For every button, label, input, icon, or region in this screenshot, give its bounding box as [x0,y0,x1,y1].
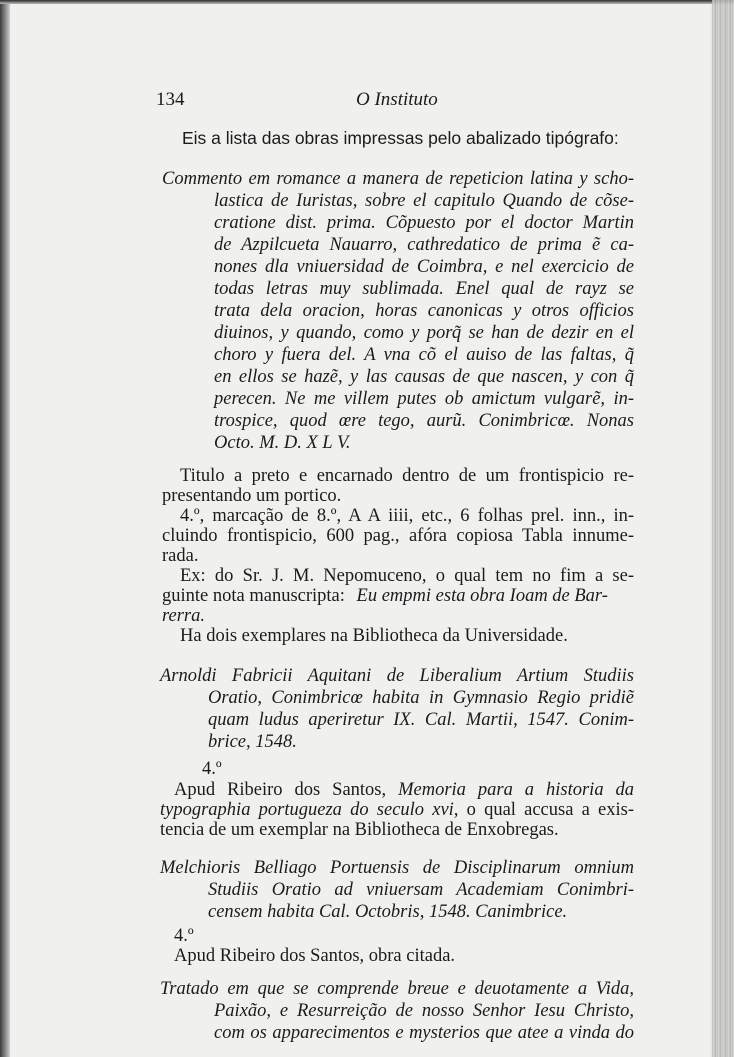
page-edge-stack [712,0,734,1057]
manuscript-note-quote: Eu empmi esta obra Ioam de Bar- [356,586,608,606]
desc-line: tencia de um exemplar na Bibliotheca de Enxobregas. [160,820,559,840]
title-line: censem habita Cal. Octobris, 1548. Canimbrice. [208,902,568,922]
cited-work-title: Memoria para a historia da [398,780,635,800]
desc-line: presentando um portico. [162,486,342,506]
title-line: perecen. Ne me villem putes ob amictum vulgarẽ, in- [214,389,634,409]
running-title: O Instituto [356,89,438,110]
book-page [10,4,710,1057]
format-label: 4.º [202,759,222,779]
desc-line: rerra. [162,606,205,626]
desc-line: 4.º, marcação de 8.º, A A iiii, etc., 6 folhas prel. inn., in- [180,506,634,526]
title-line: de Azpilcueta Nauarro, cathredatico de prima ẽ ca- [214,235,634,255]
title-line: Melchioris Belliago Portuensis de Disciplinarum omnium [160,858,634,878]
title-line: nones dla vniuersidad de Coimbra, e nel exercicio de [214,257,634,277]
desc-text: Apud Ribeiro dos Santos, [174,780,387,800]
title-line: quam ludus aperiretur IX. Cal. Martii, 1547. Conim- [208,710,634,730]
title-line: Studiis Oratio ad vniuersam Academiam Conimbri- [208,880,634,900]
title-line: Paixão, e Resurreição de nosso Senhor Iesu Christo, [214,1001,634,1021]
title-line: cratione dist. prima. Cõpuesto por el doctor Martin [214,213,634,233]
desc-line: Ha dois exemplares na Bibliotheca da Universidade. [180,626,568,646]
desc-line-composite [160,800,634,820]
title-line: todas letras muy sublimada. Enel qual de rayz se [214,279,634,299]
title-line: trospice, quod œre tego, aurũ. Conimbricœ. Nonas [214,411,634,431]
desc-line-composite [162,586,634,606]
desc-line: cluindo frontispicio, 600 pag., afóra copiosa Tabla innume- [162,526,634,546]
page-number: 134 [156,89,185,110]
title-line: com os apparecimentos e mysterios que atee a vinda do [214,1023,634,1043]
title-line: en ellos se hazẽ, y las causas de que nascen, y con q̃ [214,367,634,387]
book-spine-shadow [0,0,10,1057]
title-line: lastica de Iuristas, sobre el capitulo Quando de cõse- [214,191,634,211]
title-line: brice, 1548. [208,732,297,752]
title-line: Octo. M. D. X L V. [214,433,351,453]
cited-work-title: typographia portugueza do seculo xvi, [160,800,459,820]
desc-line: Titulo a preto e encarnado dentro de um frontispicio re- [180,466,634,486]
desc-text: o qual accusa a exis- [466,800,634,820]
desc-line: rada. [162,546,199,566]
desc-line-composite [174,780,634,800]
title-line: Tratado em que se comprende breue e deuotamente a Vida, [160,979,634,999]
title-line: trata dela oracion, horas canonicas y otros officios [214,301,634,321]
title-line: Commento em romance a manera de repeticion latina y scho- [162,169,634,189]
desc-line: Apud Ribeiro dos Santos, obra citada. [174,946,456,966]
desc-line: Ex: do Sr. J. M. Nepomuceno, o qual tem no fim a se- [180,566,634,586]
title-line: Oratio, Conimbricœ habita in Gymnasio Regio pridiẽ [208,688,634,708]
title-line: Arnoldi Fabricii Aquitani de Liberalium Artium Studiis [160,666,634,686]
title-line: choro y fuera del. A vna cõ el auiso de las faltas, q̃ [214,345,634,365]
manuscript-note-intro: guinte nota manuscripta: [162,586,345,606]
title-line: diuinos, y quando, como y porq̃ se han de dezir en el [214,323,634,343]
format-label: 4.º [174,926,194,946]
intro-line: Eis a lista das obras impressas pelo abalizado tipógrafo: [182,128,619,148]
